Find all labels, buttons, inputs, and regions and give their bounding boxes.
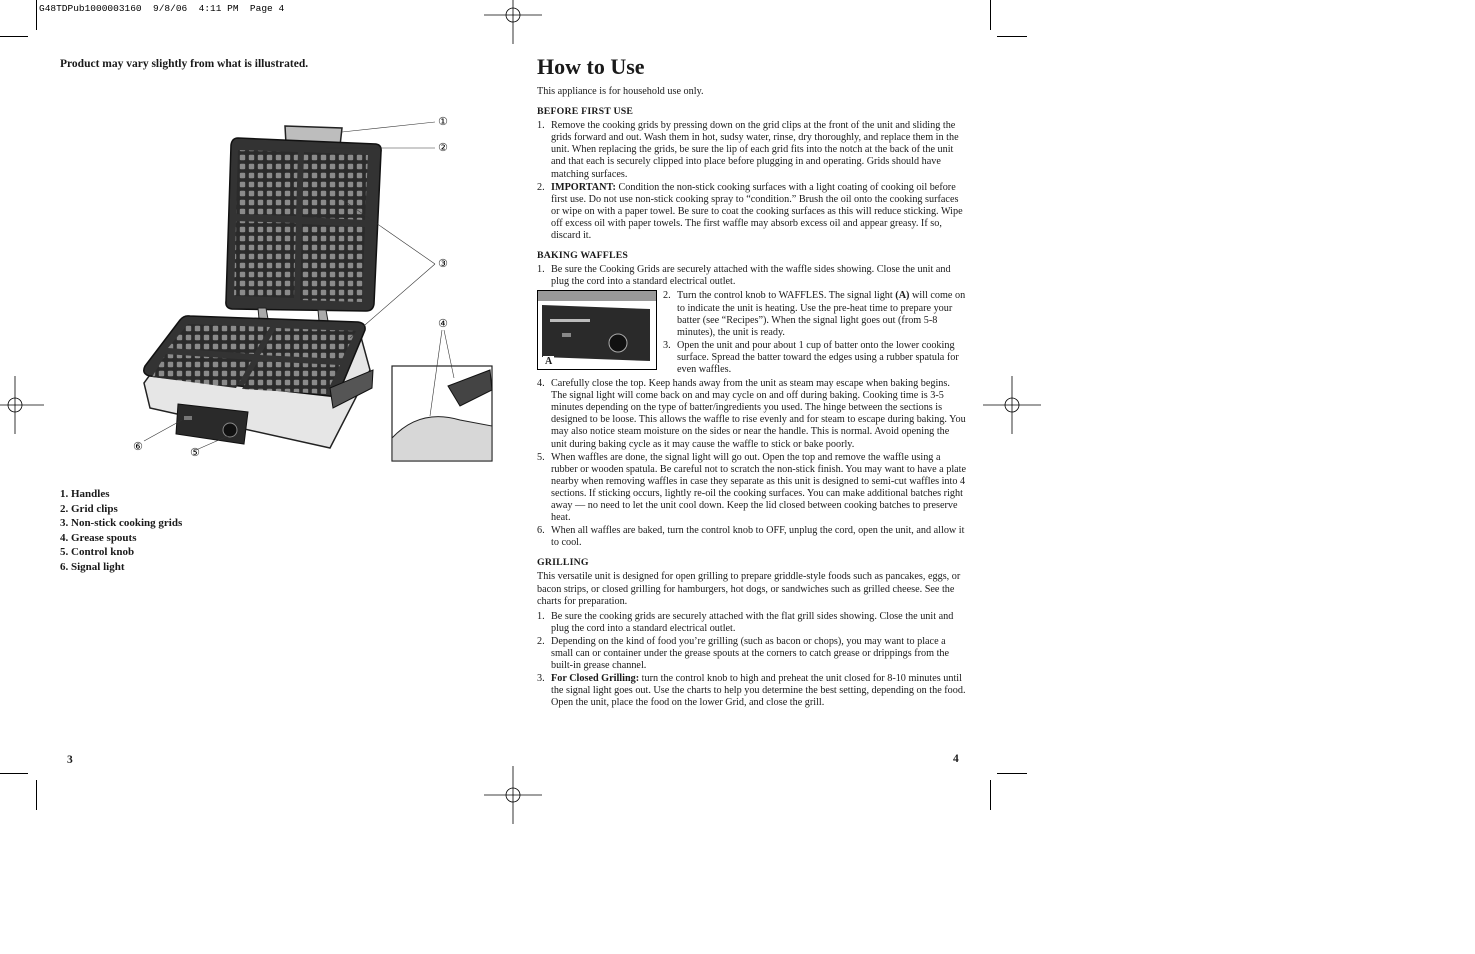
list-item: 2. IMPORTANT: Condition the non-stick cooking surfaces with a light coating of cooking oil before first use. Do not use non-stick cooking spray to “condition.” Brush the oil onto the cooking surfaces or wipe on with a paper towel. Be sure to coat the cooking surfaces as this will reduce sticking. Wipe off excess oil with paper towels. The first waffle may absorb excess oil and appear greasy. If so, discard it. (537, 181, 963, 242)
figure-a-control-panel (537, 290, 657, 370)
heading-before-first-use: BEFORE FIRST USE (537, 106, 634, 118)
parts-list (60, 487, 182, 575)
illustration-caption: Product may vary slightly from what is illustrated. (60, 58, 309, 70)
print-slug: G48TDPub1000003160 9/8/06 4:11 PM Page 4 (39, 3, 285, 14)
part-handles: 1. Handles (60, 488, 110, 500)
page-title: How to Use (537, 54, 645, 79)
list-item: 4. Carefully close the top. Keep hands away from the unit as steam may escape when baking begins. The signal light will come back on and may cycle on and off during baking. Cooking time is 3-5 minutes depending on the type of batter/ingredients you used. The hinge between the sections is designed to be loose. This allows the waffle to rise evenly and for steam to escape during baking. You may also notice steam moisture on the sides or near the handle. This is normal. Avoid opening the unit during baking cycle as it may cause the waffle to stick or bake poorly. (537, 378, 966, 450)
callout-3: ③ (438, 257, 448, 270)
registration-mark-top (484, 0, 542, 44)
heading-baking-waffles: BAKING WAFFLES (537, 250, 629, 262)
list-item: 1. Be sure the cooking grids are securely attached with the flat grill sides showing. Close the unit and plug the cord into a standard electrical outlet. (537, 610, 954, 634)
callout-5: ⑤ (190, 446, 200, 459)
waffle-maker-illustration (130, 108, 500, 468)
heading-grilling: GRILLING (537, 557, 589, 569)
part-grid-clips: 2. Grid clips (60, 502, 118, 515)
list-item: 3. For Closed Grilling: turn the control knob to high and preheat the unit closed for 8-10 minutes until the signal light goes out. Use the charts to help you determine the best setting, depending on the food. Open the unit, place the food on the lower Grid, and close the grill. (537, 673, 966, 709)
registration-mark-bottom (484, 766, 542, 824)
callout-4: ④ (438, 317, 448, 330)
control-panel-illustration (538, 291, 656, 369)
page-number-right: 4 (953, 753, 959, 765)
part-cooking-grids: 3. Non-stick cooking grids (60, 517, 183, 530)
list-item: 3. Open the unit and pour about 1 cup of batter onto the lower cooking surface. Spread the batter toward the edges using a rubber spatula for even waffles. (663, 339, 959, 375)
registration-mark-right (983, 376, 1041, 434)
intro-text: This appliance is for household use only. (537, 86, 704, 97)
figure-row (537, 290, 967, 377)
list-item: 5. When waffles are done, the signal light will go out. Open the top and remove the waffle using a rubber or wooden spatula. Be careful not to scratch the non-stick finish. You may want to have a plate nearby when removing waffles in case they separate as this unit is designed to semi-cut waffles into 4 sections. If sticking occurs, lightly re-oil the cooking surfaces. You can make additional batches right away — no need to let the unit cool down. Keep the lid closed between cooking batches to preserve heat. (537, 451, 967, 524)
part-signal-light: 6. Signal light (60, 560, 125, 573)
figure-label: A (545, 356, 553, 368)
callout-2: ② (438, 141, 448, 154)
part-grease-spouts: 4. Grease spouts (60, 531, 137, 544)
grilling-intro: This versatile unit is designed for open grilling to prepare griddle-style foods such as pancakes, eggs, or bacon strips, or closed grilling for hamburgers, hot dogs, or sandwiches such as grilled cheese. See the charts for preparation. (537, 571, 961, 607)
list-item: 2. Depending on the kind of food you’re grilling (such as bacon or chops), you may want to place a small can or container under the grease spouts at the corners to catch grease or drippings from the built-in grease channel. (537, 635, 950, 672)
callout-1: ① (438, 115, 448, 128)
registration-mark-left (0, 376, 44, 434)
list-item: 2. Turn the control knob to WAFFLES. The signal light (A) will come on to indicate the unit is heating. Use the pre-heat time to prepare your batter (see “Recipes”). When the signal light goes out (from 5-8 minutes), the unit is ready. (663, 290, 966, 338)
list-item: 1. Remove the cooking grids by pressing down on the grid clips at the front of the unit and sliding the grids forward and out. Wash them in hot, sudsy water, rinse, dry thoroughly, and replace them in the unit. When replacing the grids, be sure the lip of each grid fits into the notch at the back of the unit and that each is securely clipped into place before plugging in and operating. Grids should have matching surfaces. (537, 120, 959, 180)
callout-6: ⑥ (133, 440, 143, 453)
part-control-knob: 5. Control knob (60, 546, 135, 559)
list-item: 6. When all waffles are baked, turn the control knob to OFF, unplug the cord, open the unit, and allow it to cool. (537, 525, 965, 549)
how-to-use-section (537, 54, 967, 711)
list-item: 1. Be sure the Cooking Grids are securely attached with the waffle sides showing. Close the unit and plug the cord into a standard electrical outlet. (537, 264, 951, 288)
page-number-left: 3 (67, 754, 73, 766)
